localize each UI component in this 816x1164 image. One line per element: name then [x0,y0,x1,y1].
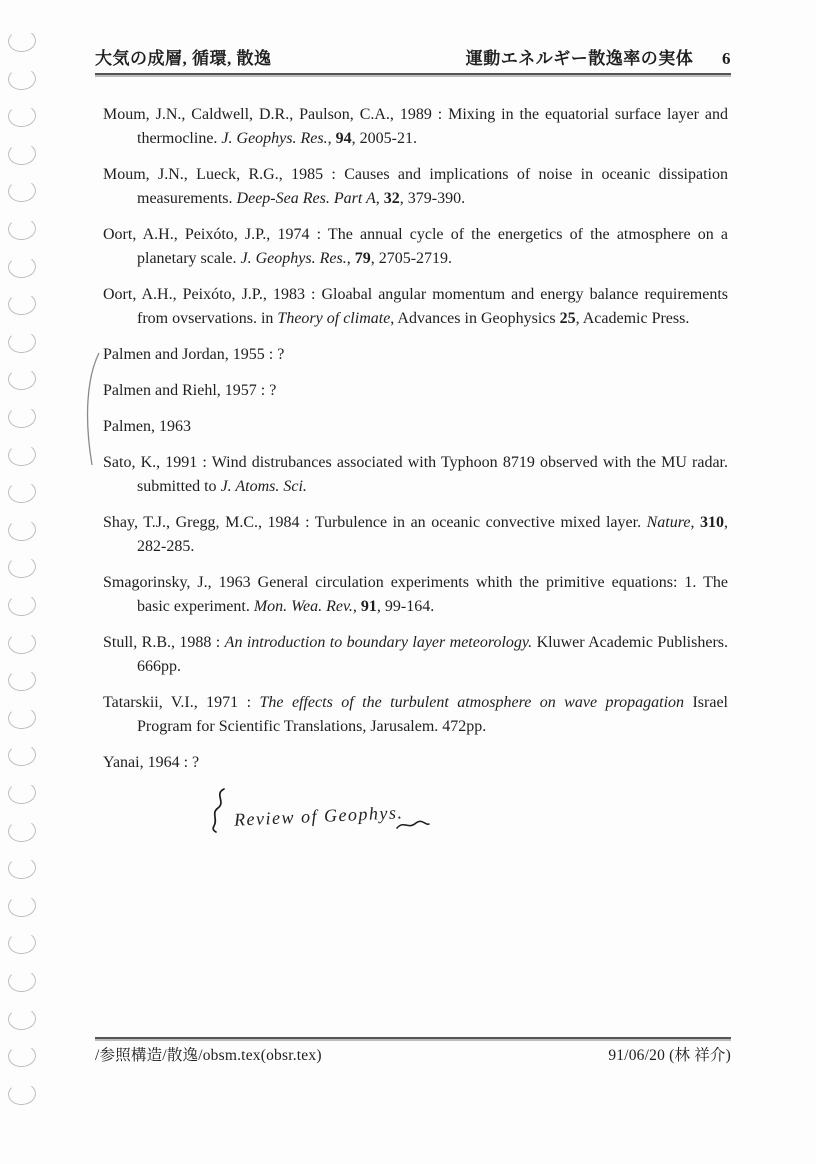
reference-entry: Oort, A.H., Peixóto, J.P., 1974 : The annual cycle of the energetics of the atmosphere on a planetary scale. J. Geophys. Res., 79, 2705-2719. [103,226,728,267]
reference-entry: Moum, J.N., Lueck, R.G., 1985 : Causes and implications of noise in oceanic dissipation measurements. Deep-Sea Res. Part A, 32, 379-390. [103,166,728,207]
header-left-title: 大気の成層, 循環, 散逸 [95,49,272,68]
reference-entry: Yanai, 1964 : ? [103,754,200,771]
handwritten-annotation [208,786,468,856]
header-rule [95,73,731,75]
binding-hole [7,292,36,316]
page-footer [95,1037,731,1065]
page-number: 6 [722,49,731,68]
binding-hole [7,179,36,203]
binding-hole [7,1007,36,1031]
page-header [95,44,731,75]
reference-entry: Moum, J.N., Caldwell, D.R., Paulson, C.A., 1989 : Mixing in the equatorial surface layer and thermocline. J. Geophys. Res., 94, 2005-21. [103,106,728,147]
handwritten-scribble-tail [396,816,430,834]
reference-entry: Oort, A.H., Peixóto, J.P., 1983 : Gloabal angular momentum and energy balance requirements from ovservations. in Theory of climate, Advances in Geophysics 25, Academic Press. [103,286,728,327]
binding-hole [7,894,36,918]
reference-entry: Palmen, 1963 [103,418,191,435]
header-right-title: 運動エネルギー散逸率の実体 [465,49,694,68]
binding-hole [7,255,36,279]
binding-hole [7,142,36,166]
footer-file-path: /参照構造/散逸/obsm.tex(obsr.tex) [95,1047,322,1064]
binding-hole [7,1082,36,1106]
binding-hole [7,931,36,955]
reference-entry: Stull, R.B., 1988 : An introduction to boundary layer meteorology. Kluwer Academic Publishers. 666pp. [103,634,729,675]
binding-hole [7,443,36,467]
reference-list [103,103,728,787]
reference-entry: Smagorinsky, J., 1963 General circulation experiments whith the primitive equations: 1. The basic experiment. Mon. Wea. Rev., 91, 99-164. [103,574,728,615]
binding-hole [7,781,36,805]
binding-hole [7,706,36,730]
binding-hole [7,367,36,391]
footer-date-author: 91/06/20 (林 祥介) [608,1047,731,1064]
binding-hole [7,819,36,843]
reference-entry: Tatarskii, V.I., 1971 : The effects of the turbulent atmosphere on wave propagation Israel Program for Scientific Translations, Jarusalem. 472pp. [103,694,729,735]
binding-hole [7,1044,36,1068]
binding-hole [7,518,36,542]
header-right-group [466,44,731,69]
binding-hole [7,330,36,354]
handwritten-brace-icon [208,786,230,836]
binding-hole [7,405,36,429]
binding-hole [7,593,36,617]
binding-hole [7,480,36,504]
binding-hole [7,631,36,655]
reference-entry: Palmen and Jordan, 1955 : ? [103,346,285,363]
reference-entry: Shay, T.J., Gregg, M.C., 1984 : Turbulence in an oceanic convective mixed layer. Nature, 310, 282-285. [103,514,729,555]
binding-hole [7,29,36,53]
binding-hole [7,856,36,880]
binding-holes [0,0,48,1164]
binding-hole [7,67,36,91]
binding-hole [7,555,36,579]
reference-entry: Palmen and Riehl, 1957 : ? [103,382,277,399]
handwritten-parenthesis-mark [82,351,104,467]
binding-hole [7,668,36,692]
binding-hole [7,104,36,128]
binding-hole [7,969,36,993]
handwritten-annotation-text: Review of Geophys. [233,802,404,830]
binding-hole [7,743,36,767]
reference-entry: Sato, K., 1991 : Wind distrubances associated with Typhoon 8719 observed with the MU radar. submitted to J. Atoms. Sci. [103,454,728,495]
binding-hole [7,217,36,241]
